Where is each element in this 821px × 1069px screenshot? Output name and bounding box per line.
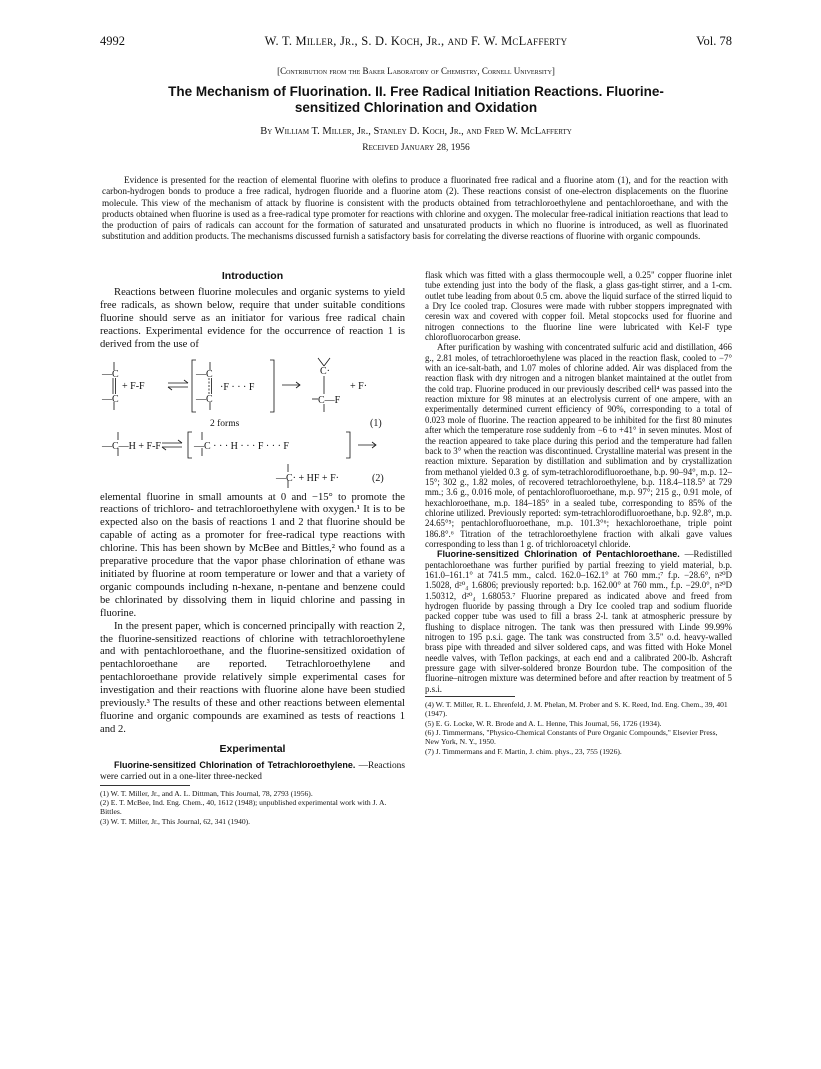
running-header: [100, 34, 732, 50]
footnote-rule-left: [100, 785, 190, 786]
footnote-2: (2) E. T. McBee, Ind. Eng. Chem., 40, 1612 (1948); unpublished experimental work with J. A. Bittles.: [100, 798, 387, 817]
contribution-line: [Contribution from the Baker Laboratory of Chemistry, Cornell University]: [277, 66, 555, 76]
introduction-heading: Introduction: [221, 270, 284, 282]
running-title: W. T. Miller, Jr., S. D. Koch, Jr., and F. W. McLafferty: [264, 34, 568, 48]
byline: By William T. Miller, Jr., Stanley D. Koch, Jr., and Fred W. McLafferty: [260, 126, 572, 137]
footnote-rule-right: [425, 696, 515, 697]
page-number: 4992: [100, 34, 125, 48]
intro-paragraph-1: Reactions between fluorine molecules and organic systems to yield free radicals, as shown below, require that under suitable conditions fluorine should serve as an initiator for various free radical chain reactions. Experimental evidence for the occurrence of reaction 1 is derived from the use of: [100, 287, 405, 350]
right-column: [425, 270, 732, 756]
svg-text:—C: —C: [102, 368, 119, 380]
svg-text:+ F-F: + F-F: [122, 380, 145, 392]
svg-text:—C—H + F-F: —C—H + F-F: [102, 440, 161, 452]
svg-text:·F · · · F: ·F · · · F: [220, 381, 255, 393]
svg-text:C·: C·: [320, 365, 330, 377]
eq2-number: (2): [372, 472, 384, 484]
svg-text:—C · · · H · · · F · · · F: —C · · · H · · · F · · · F: [194, 440, 289, 452]
footnote-4: (4) W. T. Miller, R. L. Ehrenfeld, J. M. Phelan, M. Prober and S. K. Reed, Ind. Eng. Chem., 39, 401 (1947).: [425, 700, 728, 719]
experimental-paragraph-1: flask which was fitted with a glass thermocouple well, a 0.25" copper fluorine inlet tube extending just into the body of the flask, a glass gas-tight stirrer, and a 1-cm. outlet tube leading from about 0.5 cm. above the liquid surface of the stirred liquid to a Dry Ice cooled trap. Closures were made with rubber stoppers impregnated with ceresin wax and covered with copper foil. Metal stopcocks used for fluorine and nitrogen connections to the fluorine line were lubricated with Kel-F type chlorofluorocarbon grease.: [425, 270, 732, 343]
title-line-2: sensitized Chlorination and Oxidation: [294, 100, 538, 115]
svg-text:—C: —C: [196, 393, 213, 405]
experimental-heading: Experimental: [219, 742, 286, 755]
subheading-tetrachloroethylene: Fluorine-sensitized Chlorination of Tetrachloroethylene.: [114, 759, 356, 770]
footnote-1: (1) W. T. Miller, Jr., and A. L. Dittman, This Journal, 78, 2793 (1956).: [100, 788, 313, 798]
eq1-forms-label: 2 forms: [210, 418, 240, 429]
footnote-3: (3) W. T. Miller, Jr., This Journal, 62, 341 (1940).: [100, 816, 251, 826]
svg-text:—C· + HF + F·: —C· + HF + F·: [276, 472, 339, 484]
footnote-6: (6) J. Timmermans, "Physico-Chemical Constants of Pure Organic Compounds," Elsevier Press, New York, N. Y., 1950.: [425, 727, 718, 747]
experimental-paragraph-3: [425, 549, 732, 694]
footnote-7: (7) J. Timmermans and F. Martin, J. chim. phys., 23, 755 (1926).: [425, 746, 622, 756]
experimental-intro: [100, 760, 405, 783]
intro-paragraph-2: elemental fluorine in small amounts at 0 and −15° to promote the reactions of trichloro- and tetrachloroethylene with oxygen.¹ It is to be expected also on the basis of reactions 1 and 2 that fluorine should be capable of acting as a promoter for free-radical type reactions with chlorine. This has been shown by McBee and Bittles,² who found as a preparative procedure that the vapor phase chlorination of ethane was initiated by fluorine at room temperature or lower and that a variety of organic compounds including n-hexane, n-pentane and benzene could be chlorinated by dissolving them in liquid chlorine and passing in fluorine.: [100, 491, 405, 619]
experimental-paragraph-2: After purification by washing with concentrated sulfuric acid and distillation, 466 g., 2.81 moles, of tetrachloroethylene was placed in the reaction flask, cooled to −7° with an ice-salt-bath, and 1.07 moles of chlorine added. Air was displaced from the reaction flask with dry nitrogen and a nitrogen blanket maintained at the outlet from the cold trap. Fluorine produced in our previously described cell⁴ was passed into the reaction mixture for 98 minutes at an electrolysis current of one ampere, with an experimentally determined current efficiency of 90%, corresponding to a total of 0.023 mole of fluorine. The reaction appeared to be inhibited for the first 80 minutes after which the temperature rose suddenly from −6 to +41° in seven minutes. Most of the reaction appeared to take place during this period and the temperature had fallen back to 3° when the reaction was discontinued. Crystalline material was present in the reaction mixture. Separation by distillation and sublimation and by crystallization from methanol yielded 0.3 g. of sym-tetrachlorodifluoroethane, b.p. 90–94°, m.p. 12–15°; 302 g., 1.82 moles, of recovered tetrachloroethylene, b.p. 118.4–118.5° at 729 mm.; 3.6 g., 0.016 mole, of pentachlorofluoroethane, m.p. 97°; 215 g., 0.91 mole, of hexachloroethane, m.p. 184–185° in a sealed tube, corresponding to 85% of the chlorine utilized. Previously reported: sym-tetrachlorodifluoroethane, b.p. 92.8°, m.p. 24.65°⁵; pentachlorofluoroethane, m.p. 101.3°⁶; hexachloroethane, triple point 186.8°.⁶ Titration of the tetrachloroethylene fraction with alkali gave values corresponding to less than 1 g. of trichloroacetyl chloride.: [425, 342, 732, 549]
left-column: [100, 270, 405, 826]
eq1-number: (1): [370, 417, 382, 429]
subheading-tetrachloroethylene-text: —Reactions were carried out in a one-liter three-necked: [100, 760, 405, 782]
svg-text:+ F·: + F·: [350, 380, 368, 392]
title-line-1: The Mechanism of Fluorination. II. Free Radical Initiation Reactions. Fluorine-: [168, 84, 664, 99]
footnote-5: (5) E. G. Locke, W. R. Brode and A. L. Henne, This Journal, 56, 1726 (1934).: [425, 718, 662, 728]
received-date: Received January 28, 1956: [362, 143, 470, 153]
subheading-pentachloroethane: Fluorine-sensitized Chlorination of Pentachloroethane.: [437, 549, 680, 560]
subheading-pentachloroethane-text: —Redistilled pentachloroethane was further purified by partial freezing to yield material, b.p. 161.0–161.1° at 741.5 mm., calcd. 162.0–162.1° at 760 mm.;⁷ f.p. −28.6°, n²⁰D 1.5028, d²⁰₄ 1.6806; previously reported: b.p. 162.00° at 760 mm., f.p. −29.0°, n²⁰D 1.50312, d²⁰₄ 1.68053.⁷ Fluorine prepared as indicated above and freed from hydrogen fluoride by passing through a Dry Ice cooled trap and sodium fluoride packed copper tube was used to fill a brass 2-l. tank at atmospheric pressure by flushing to displace nitrogen. The tank was then pressured with Linde 99.99% nitrogen to 195 p.s.i. gage. The tank was constructed from 3.5" o.d. heavy-walled brass pipe with threaded and silver soldered caps, and was fitted with Hoke Monel needle valves, with Teflon packings, at each end and a calibrated 200-lb. Ashcraft pressure gage with silver-soldered bronze Bourdon tube. The composition of the fluorine–nitrogen mixture was determined before and after reaction by treatment of 5 p.s.i.: [425, 549, 732, 694]
svg-text:—C: —C: [196, 368, 213, 380]
reaction-equations: [100, 352, 405, 492]
abstract: Evidence is presented for the reaction of elemental fluorine with olefins to produce a fluorinated free radical and a fluorine atom (1), and for the reaction with carbon-hydrogen bonds to produce a free radical, hydrogen fluoride and a fluorine atom (2). These reactions consist of one-electron displacements on the fluorine molecule. This view of the mechanism of attack by fluorine is consistent with the products obtained from tetrachloroethylene and pentachloroethane, and with the products obtained when fluorine is used as a free-radical type promoter for reactions with chlorine and oxygen. The molecular free-radical initiation reactions that lead to the production of pairs of radicals can account for the formation of saturated and unsaturated products in which no fluorine is introduced, as well as fluorinated substitution and addition products. The mechanisms discussed furnish a satisfactory basis for correlating the diverse reactions of fluorine with organic compounds.: [102, 175, 728, 242]
svg-text:C—F: C—F: [318, 394, 341, 406]
reaction-scheme-figure: [100, 352, 405, 492]
volume-label: Vol. 78: [696, 34, 732, 48]
intro-paragraph-3: In the present paper, which is concerned principally with reaction 2, the fluorine-sensitized reactions of chlorine with tetrachloroethylene and with pentachloroethane, and the fluorine-sensitized oxidation of pentachloroethane are reported. Tetrachloroethylene and pentachloroethane provide relatively simple experimental cases for investigation and their reactions with fluorine alone have been studied previously.³ The results of these and other reactions between elemental fluorine and organic compounds are examined as tests of reactions 1 and 2.: [100, 620, 405, 735]
article-title: [100, 84, 732, 116]
svg-text:—C: —C: [102, 393, 119, 405]
